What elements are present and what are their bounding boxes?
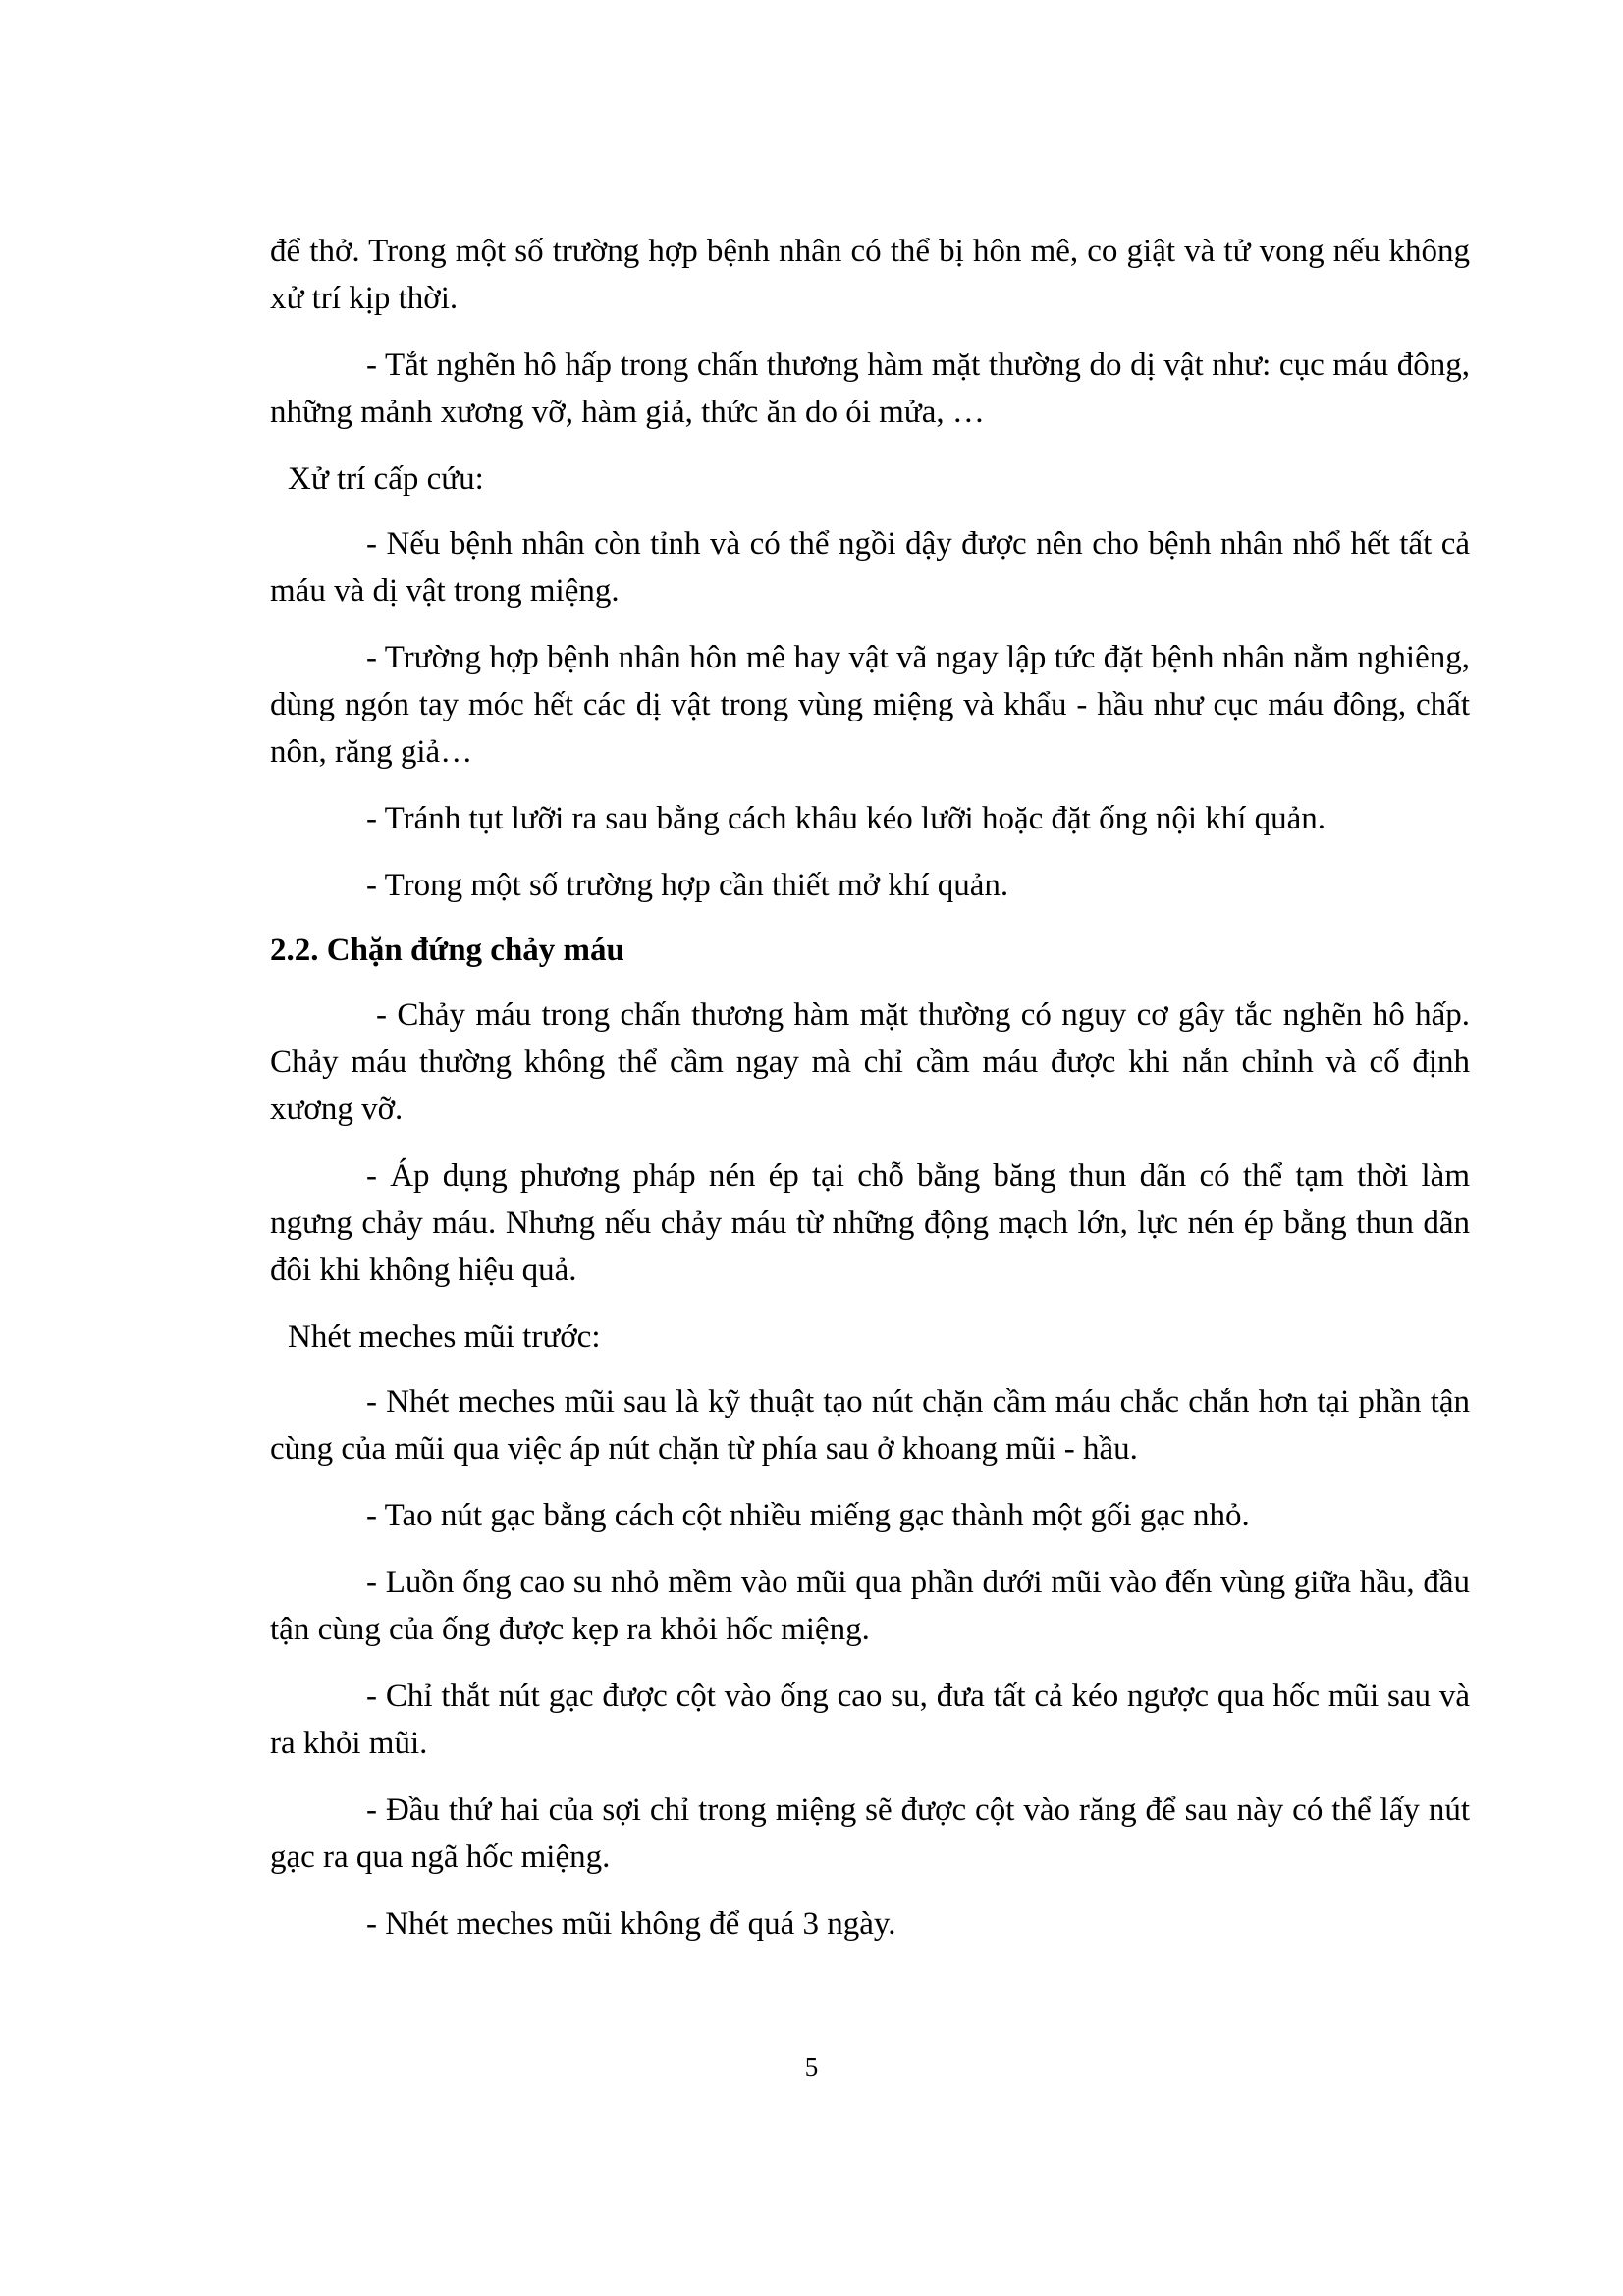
label-anterior-nasal-packing: Nhét meches mũi trước: [288, 1319, 601, 1355]
page-number: 5 [804, 2053, 819, 2082]
paragraph-rubber-tube: - Luồn ống cao su nhỏ mềm vào mũi qua phần dưới mũi vào đến vùng giữa hầu, đầu tận cùng của ống được kẹp ra khỏi hốc miệng. [270, 1565, 1470, 1647]
paragraph-airway-consequence: để thở. Trong một số trường hợp bệnh nhân có thể bị hôn mê, co giật và tử vong nếu không xử trí kịp thời. [270, 234, 1470, 316]
paragraph-thread-tie: - Chỉ thắt nút gạc được cột vào ống cao su, đưa tất cả kéo ngược qua hốc mũi sau và ra khỏi mũi. [270, 1679, 1470, 1761]
paragraph-posterior-packing-definition: - Nhét meches mũi sau là kỹ thuật tạo nút chặn cầm máu chắc chắn hơn tại phần tận cùng của mũi qua việc áp nút chặn từ phía sau ở khoang mũi - hầu. [270, 1384, 1470, 1467]
paragraph-obstruction-causes: - Tắt nghẽn hô hấp trong chấn thương hàm mặt thường do dị vật như: cục máu đông, những mảnh xương vỡ, hàm giả, thức ăn do ói mửa, … [270, 347, 1470, 430]
paragraph-unconscious-patient: - Trường hợp bệnh nhân hôn mê hay vật vã ngay lập tức đặt bệnh nhân nằm nghiêng, dùng ngón tay móc hết các dị vật trong vùng miệng và khẩu - hầu như cục máu đông, chất nôn, răng giả… [270, 640, 1470, 770]
paragraph-packing-duration: - Nhét meches mũi không để quá 3 ngày. [366, 1906, 896, 1942]
label-emergency-handling: Xử trí cấp cứu: [288, 461, 484, 497]
paragraph-second-thread-end: - Đầu thứ hai của sợi chỉ trong miệng sẽ được cột vào răng để sau này có thể lấy nút gạc ra qua ngã hốc miệng. [270, 1792, 1470, 1875]
paragraph-tracheotomy: - Trong một số trường hợp cần thiết mở khí quản. [366, 868, 1009, 903]
paragraph-gauze-plug: - Tao nút gạc bằng cách cột nhiều miếng gạc thành một gối gạc nhỏ. [366, 1498, 1250, 1533]
section-heading: 2.2. Chặn đứng chảy máu [270, 933, 624, 968]
paragraph-bleeding-risk: - Chảy máu trong chấn thương hàm mặt thường có nguy cơ gây tắc nghẽn hô hấp. Chảy máu thường không thể cầm ngay mà chỉ cầm máu được khi nắn chỉnh và cố định xương vỡ. [270, 997, 1470, 1127]
paragraph-compression-method: - Áp dụng phương pháp nén ép tại chỗ bằng băng thun dãn có thể tạm thời làm ngưng chảy máu. Nhưng nếu chảy máu từ những động mạch lớn, lực nén ép bằng thun dãn đôi khi không hiệu quả. [270, 1158, 1470, 1288]
paragraph-tongue-retraction: - Tránh tụt lưỡi ra sau bằng cách khâu kéo lưỡi hoặc đặt ống nội khí quản. [366, 801, 1326, 836]
paragraph-conscious-patient: - Nếu bệnh nhân còn tỉnh và có thể ngồi dậy được nên cho bệnh nhân nhổ hết tất cả máu và dị vật trong miệng. [270, 526, 1470, 609]
